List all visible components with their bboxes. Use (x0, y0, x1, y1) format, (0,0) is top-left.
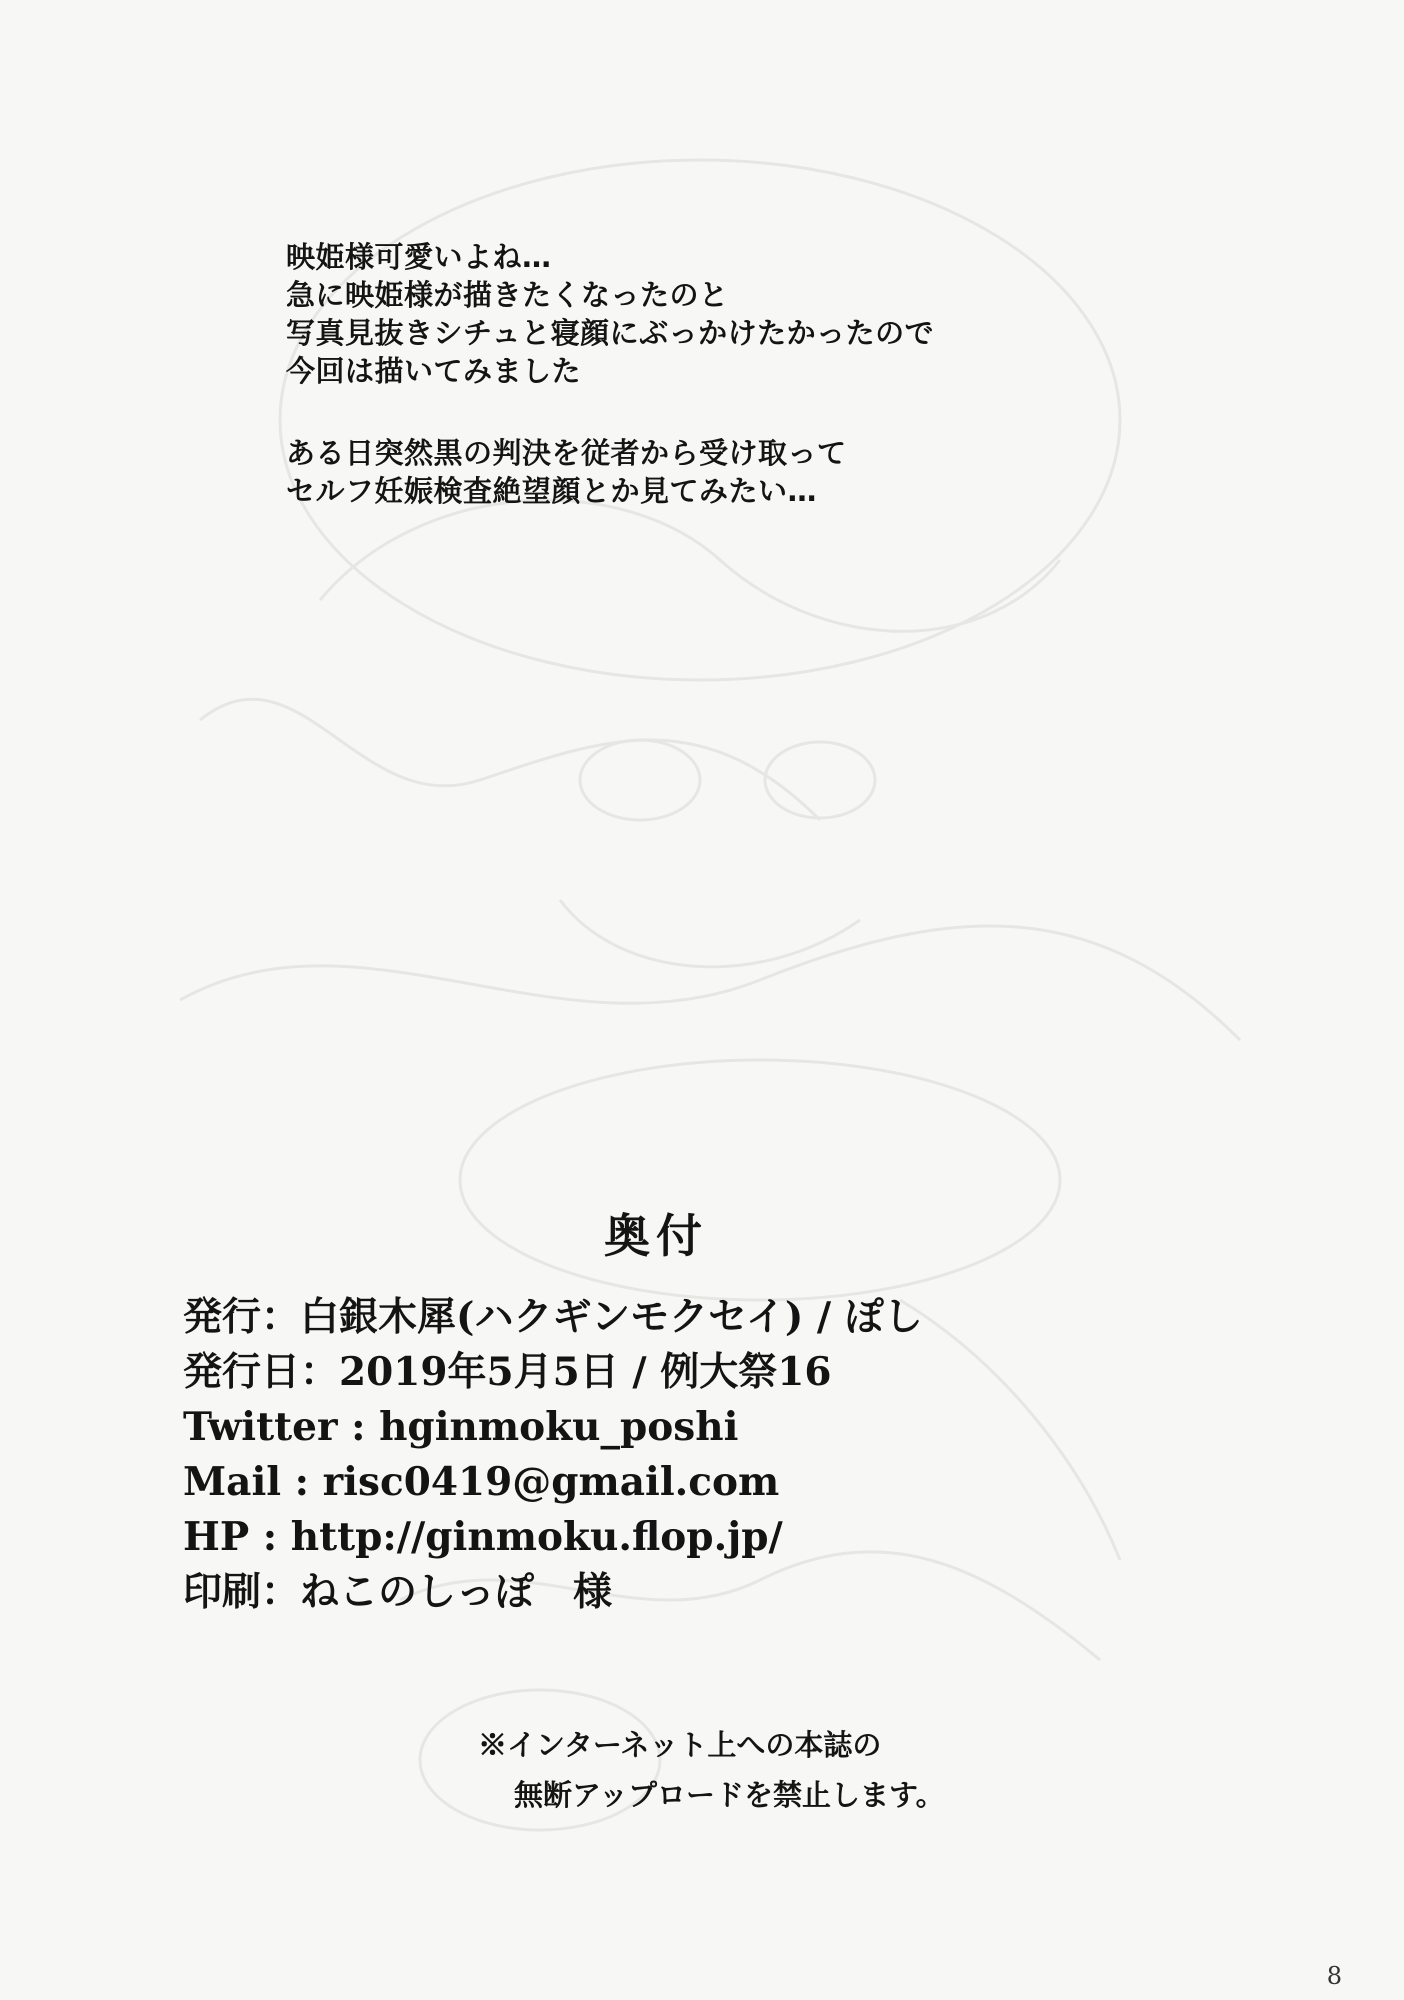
afterword-paragraph-1 (286, 238, 1086, 390)
afterword-line: ある日突然黒の判決を従者から受け取って (286, 436, 847, 470)
afterword-line: 映姫様可愛いよね… (286, 240, 552, 274)
afterword-line: 写真見抜きシチュと寝顔にぶっかけたかったので (286, 316, 935, 350)
afterword-line: セルフ妊娠検査絶望顔とか見てみたい… (286, 474, 818, 508)
colophon-date: 発行日：2019年5月5日 / 例大祭16 (183, 1349, 832, 1395)
page-number: 8 (1326, 1962, 1342, 1990)
colophon-homepage: HP : http://ginmoku.flop.jp/ (183, 1514, 783, 1560)
colophon-publisher: 発行：白銀木犀(ハクギンモクセイ) / ぽし (183, 1294, 923, 1340)
afterword-paragraph-2 (286, 434, 1086, 510)
afterword-line: 今回は描いてみました (286, 354, 582, 388)
colophon-printer: 印刷：ねこのしっぽ 様 (183, 1569, 613, 1615)
colophon-twitter: Twitter : hginmoku_poshi (183, 1404, 739, 1450)
colophon-mail: Mail : risc0419@gmail.com (183, 1459, 780, 1505)
upload-notice (478, 1720, 1118, 1820)
afterword (286, 238, 1086, 554)
notice-line: 無断アップロードを禁止します。 (514, 1778, 945, 1812)
colophon-title: 奥付 (604, 1209, 708, 1263)
afterword-line: 急に映姫様が描きたくなったのと (286, 278, 729, 312)
colophon (183, 1290, 1183, 1620)
notice-line: ※インターネット上への本誌の (478, 1728, 882, 1762)
